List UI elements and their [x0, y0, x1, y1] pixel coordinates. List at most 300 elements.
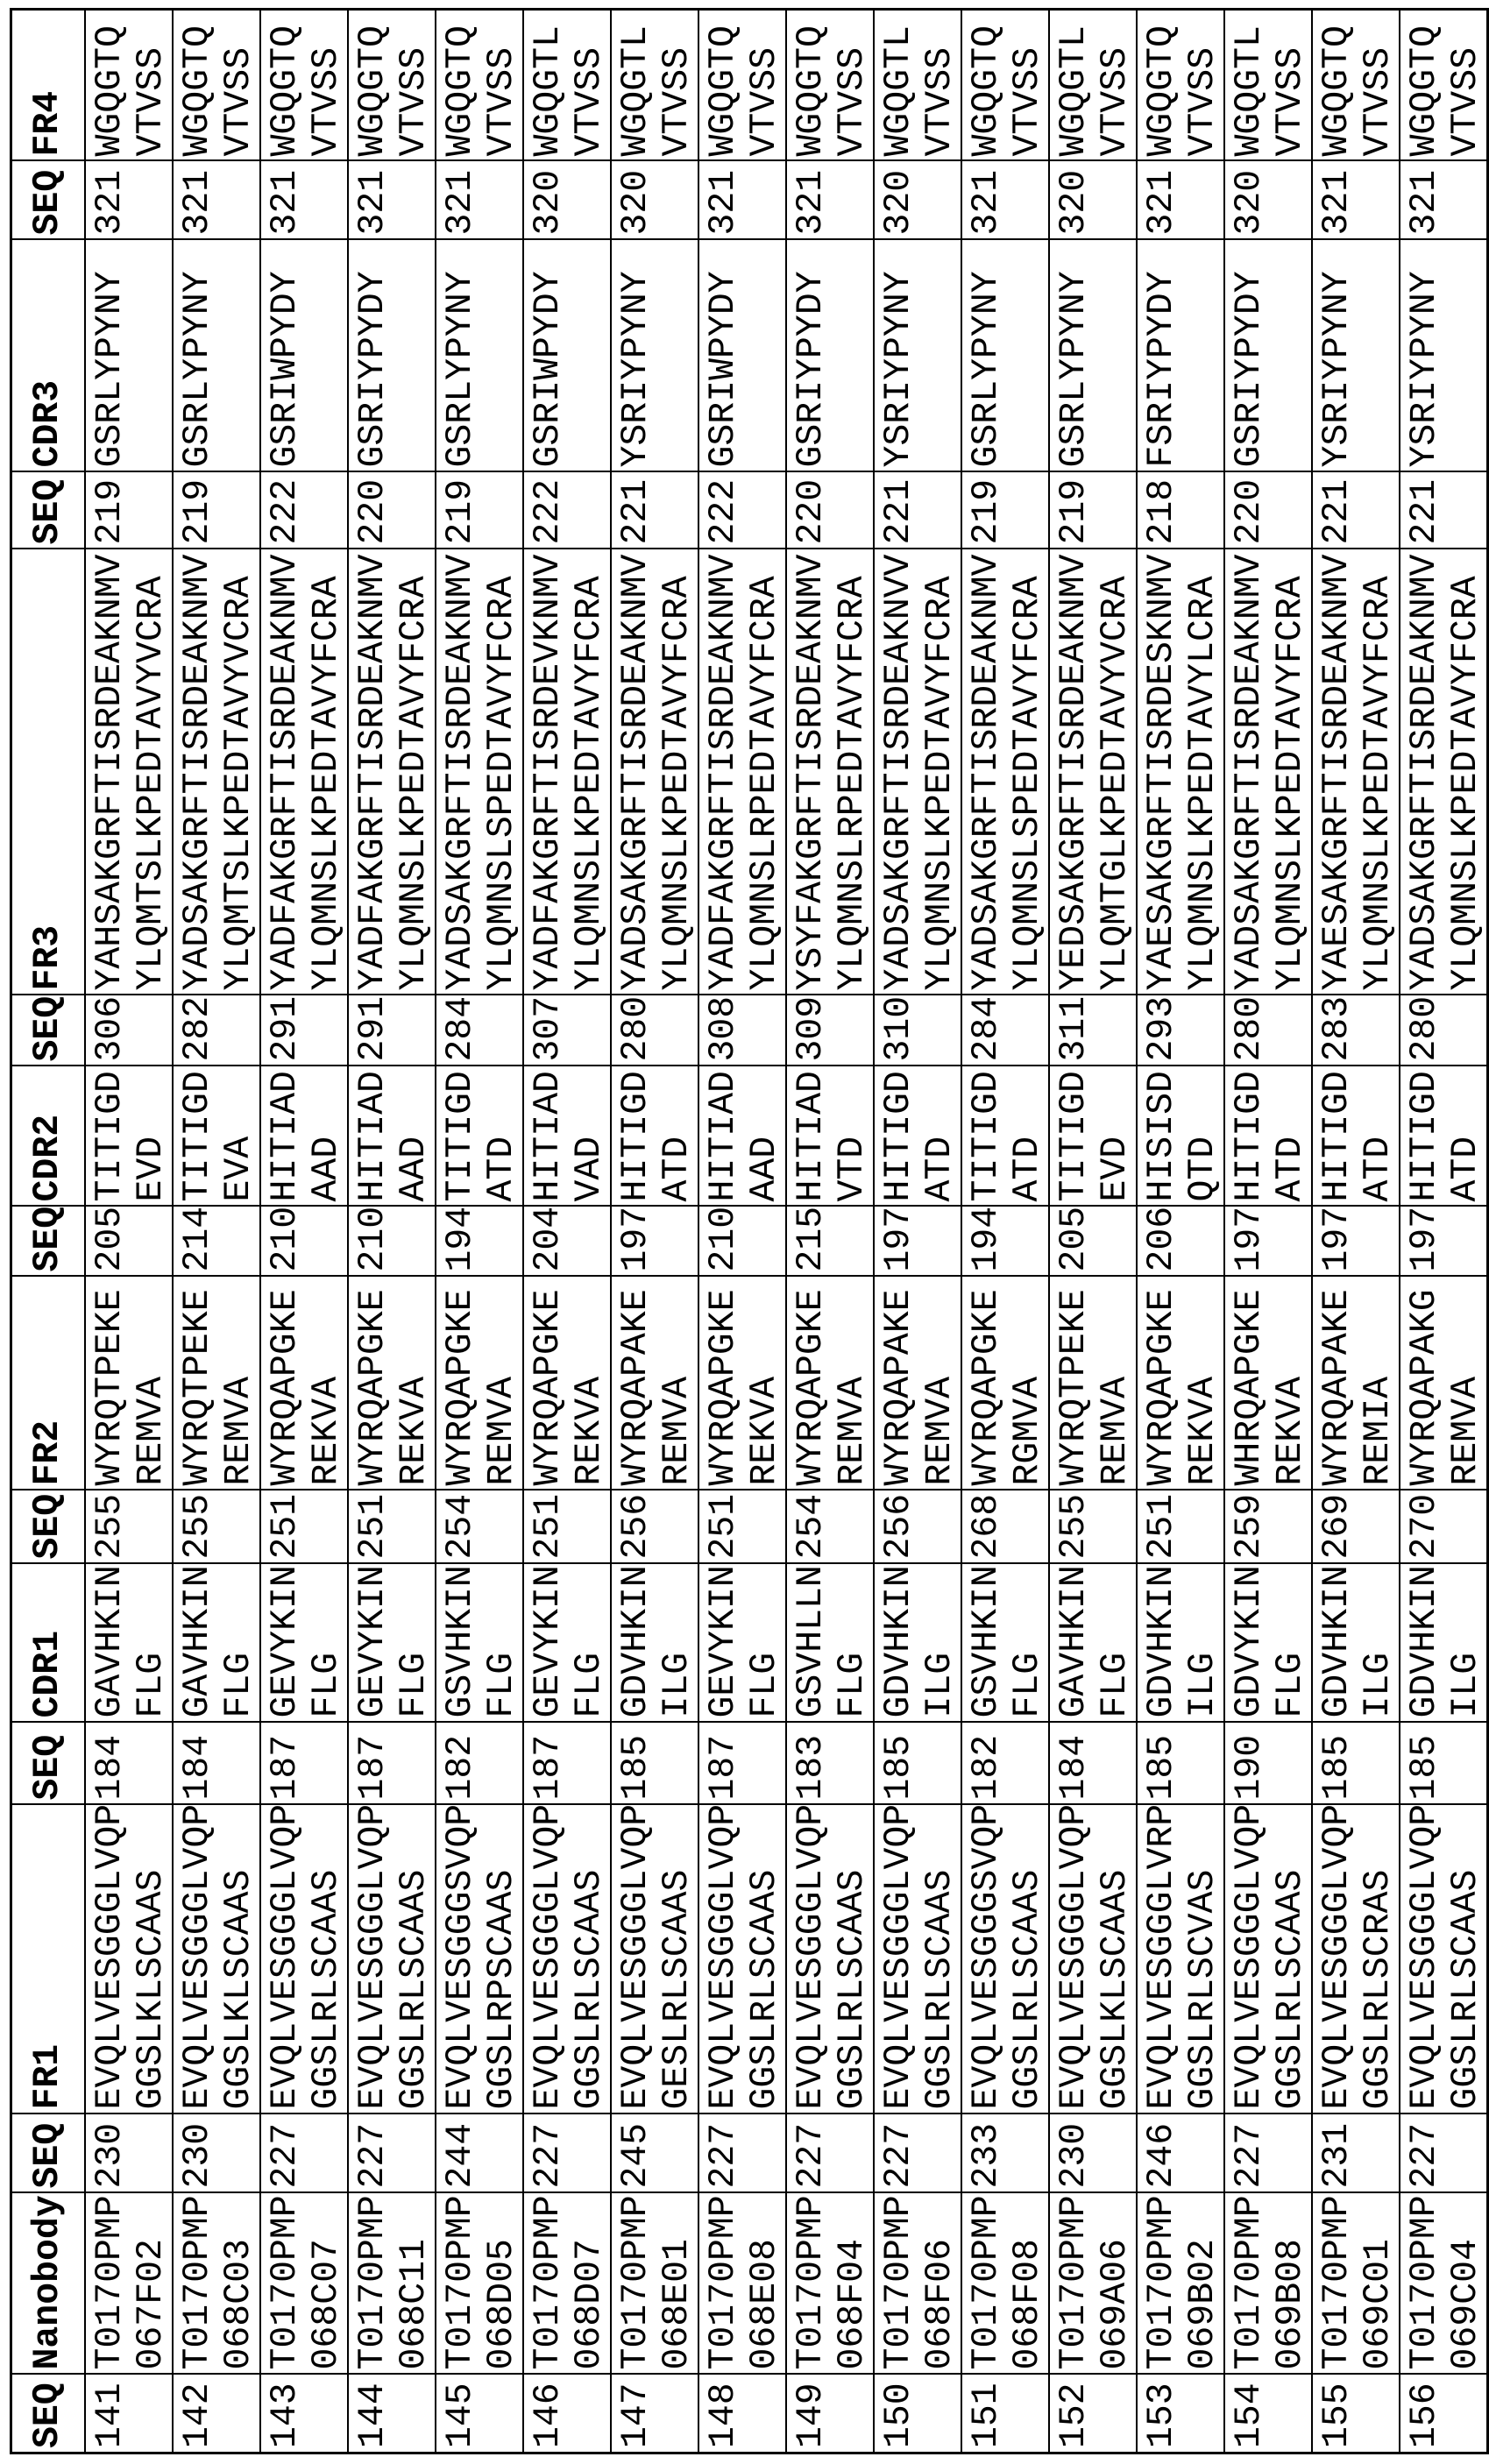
cdr1-seq-cell	[1049, 1723, 1137, 1805]
cdr3-seq-id: 220	[1228, 478, 1270, 545]
cdr3-seq-cell	[1224, 472, 1312, 549]
fr3-seq-id: 309	[790, 995, 832, 1062]
fr4-cell	[611, 10, 698, 161]
cdr3-cell	[961, 240, 1049, 472]
fr1-sequence: EVQLVESGGGLVQPGGSLRLSCRAS	[1315, 1803, 1399, 2110]
fr3-cell	[874, 549, 961, 995]
cdr2-cell	[173, 1066, 260, 1207]
cdr3-cell	[173, 240, 260, 472]
fr1-seq-id: 231	[1315, 2122, 1358, 2189]
header-label: FR4	[27, 90, 69, 157]
header-label: Nanobody	[27, 2195, 69, 2370]
seq-id: 145	[439, 2383, 481, 2448]
fr3-seq-id: 284	[965, 995, 1007, 1062]
cdr2-seq-id: 194	[965, 1206, 1007, 1272]
cdr2-seq-cell	[874, 1207, 961, 1277]
fr1-cell	[1400, 1805, 1488, 2114]
fr2-seq-id: 270	[1403, 1493, 1445, 1560]
header-label: SEQ	[27, 1493, 69, 1560]
cdr3-seq-cell	[1400, 472, 1488, 549]
seq-id: 146	[527, 2383, 569, 2448]
nanobody-name: T0170PMP069C04	[1403, 2195, 1486, 2370]
cdr3-sequence: YSRIYPYNY	[614, 271, 656, 468]
cdr1-seq-cell	[436, 1723, 523, 1805]
fr1-cell	[786, 1805, 874, 2114]
fr3-cell	[1049, 549, 1137, 995]
header-fr1-seq	[11, 2114, 85, 2193]
nanobody-cell	[173, 2193, 260, 2375]
cdr2-sequence: TITIGDATD	[965, 1071, 1048, 1202]
cdr1-seq-id: 182	[965, 1734, 1007, 1801]
fr2-seq-cell	[260, 1490, 348, 1564]
fr2-seq-id: 269	[1315, 1493, 1358, 1560]
cdr3-cell	[260, 240, 348, 472]
cdr3-sequence: YSRIYPYNY	[1315, 271, 1358, 468]
fr3-sequence: YSYFAKGRFTISRDEAKNMVYLQMNSLRPEDTAVYFCRA	[790, 554, 873, 991]
header-label: CDR2	[27, 1114, 69, 1202]
fr1-seq-cell	[1137, 2114, 1224, 2193]
fr3-cell	[436, 549, 523, 995]
header-row	[11, 10, 85, 2453]
fr2-seq-id: 251	[351, 1493, 394, 1560]
fr4-cell	[436, 10, 523, 161]
fr2-sequence: WYRQAPGKEREKVA	[351, 1289, 435, 1486]
cdr1-cell	[961, 1564, 1049, 1723]
table-row	[1224, 10, 1312, 2453]
fr3-sequence: YADSAKGRFTISRDEAKNMVYLQMNSLSPEDTAVYFCRA	[439, 554, 522, 991]
seq-id-cell	[1049, 2375, 1137, 2453]
fr3-seq-id: 293	[1140, 995, 1182, 1062]
cdr3-sequence: FSRIYPYDY	[1140, 271, 1182, 468]
cdr2-sequence: HITIGDATD	[1228, 1071, 1311, 1202]
fr4-seq-id: 321	[264, 169, 306, 236]
fr1-seq-cell	[1224, 2114, 1312, 2193]
cdr1-sequence: GSVHKINFLG	[965, 1565, 1048, 1718]
cdr3-sequence: GSRIWPYDY	[264, 271, 306, 468]
cdr1-seq-id: 185	[1315, 1734, 1358, 1801]
fr4-cell	[85, 10, 173, 161]
seq-id-cell	[173, 2375, 260, 2453]
seq-id-cell	[961, 2375, 1049, 2453]
table-row	[1137, 10, 1224, 2453]
fr3-seq-id: 308	[702, 995, 744, 1062]
cdr2-cell	[260, 1066, 348, 1207]
cdr3-cell	[786, 240, 874, 472]
seq-id-cell	[436, 2375, 523, 2453]
cdr3-seq-cell	[1137, 472, 1224, 549]
cdr3-seq-id: 219	[439, 478, 481, 545]
nanobody-name: T0170PMP068D07	[527, 2195, 610, 2370]
fr3-seq-cell	[173, 995, 260, 1066]
fr2-cell	[786, 1277, 874, 1490]
fr3-seq-cell	[786, 995, 874, 1066]
fr2-sequence: WYRQAPGKEREMVA	[439, 1289, 522, 1486]
fr4-sequence: WGQGTQVTVSS	[790, 25, 873, 157]
fr3-cell	[1224, 549, 1312, 995]
cdr1-seq-cell	[874, 1723, 961, 1805]
cdr1-seq-id: 185	[614, 1734, 656, 1801]
cdr2-sequence: HITIADVTD	[790, 1071, 873, 1202]
cdr2-sequence: HITIADAAD	[351, 1071, 435, 1202]
seq-id-cell	[1400, 2375, 1488, 2453]
header-cdr2	[11, 1066, 85, 1207]
fr2-seq-id: 255	[176, 1493, 218, 1560]
fr3-sequence: YADSAKGRFTISRDEAKNMVYLQMNSLKPEDTAVYFCRA	[1403, 554, 1486, 991]
cdr2-seq-cell	[1224, 1207, 1312, 1277]
fr3-sequence: YADSAKGRFTISRDEAKNMVYLQMNSLKPEDTAVYFCRA	[614, 554, 698, 991]
fr1-sequence: EVQLVESGGGLVQPGGSLRLSCAAS	[1403, 1803, 1486, 2110]
seq-id: 147	[614, 2383, 656, 2448]
cdr3-sequence: GSRIYPYDY	[1228, 271, 1270, 468]
nanobody-cell	[698, 2193, 786, 2375]
cdr2-sequence: HITIGDATD	[1315, 1071, 1399, 1202]
cdr3-seq-id: 222	[527, 478, 569, 545]
cdr2-seq-id: 197	[614, 1206, 656, 1272]
fr2-cell	[173, 1277, 260, 1490]
fr2-seq-cell	[1312, 1490, 1400, 1564]
fr2-seq-cell	[85, 1490, 173, 1564]
fr4-sequence: WGQGTLVTVSS	[877, 25, 961, 157]
cdr2-seq-cell	[1049, 1207, 1137, 1277]
fr3-cell	[173, 549, 260, 995]
fr1-seq-cell	[874, 2114, 961, 2193]
cdr1-seq-cell	[786, 1723, 874, 1805]
fr1-seq-id: 230	[176, 2122, 218, 2189]
cdr3-sequence: GSRLYPYNY	[1053, 271, 1095, 468]
cdr1-cell	[786, 1564, 874, 1723]
cdr2-seq-cell	[698, 1207, 786, 1277]
nanobody-sequence-table	[10, 8, 1489, 2454]
fr4-cell	[1312, 10, 1400, 161]
header-cdr1	[11, 1564, 85, 1723]
cdr3-sequence: GSRLYPYNY	[439, 271, 481, 468]
header-fr1	[11, 1805, 85, 2114]
seq-id-cell	[611, 2375, 698, 2453]
seq-id-cell	[874, 2375, 961, 2453]
header-label: SEQ	[27, 2383, 69, 2448]
fr4-sequence: WGQGTQVTVSS	[89, 25, 172, 157]
seq-id: 143	[264, 2383, 306, 2448]
cdr2-seq-cell	[1400, 1207, 1488, 1277]
nanobody-cell	[1049, 2193, 1137, 2375]
cdr2-cell	[1312, 1066, 1400, 1207]
cdr1-cell	[1137, 1564, 1224, 1723]
fr3-seq-cell	[1137, 995, 1224, 1066]
cdr2-seq-cell	[523, 1207, 611, 1277]
cdr1-seq-cell	[173, 1723, 260, 1805]
nanobody-cell	[874, 2193, 961, 2375]
fr3-cell	[1312, 549, 1400, 995]
cdr2-seq-cell	[786, 1207, 874, 1277]
fr4-cell	[1137, 10, 1224, 161]
cdr3-seq-id: 220	[790, 478, 832, 545]
header-fr3-seq	[11, 995, 85, 1066]
fr3-sequence: YAESAKGRFTISRDESKNMVYLQMNSLKPEDTAVYLCRA	[1140, 554, 1223, 991]
cdr3-sequence: GSRIWPYDY	[527, 271, 569, 468]
fr3-seq-id: 291	[351, 995, 394, 1062]
header-label: SEQ	[27, 2122, 69, 2189]
fr1-cell	[698, 1805, 786, 2114]
cdr3-seq-id: 219	[1053, 478, 1095, 545]
header-label: FR3	[27, 924, 69, 991]
fr3-sequence: YADFAKGRFTISRDEAKNMVYLQMNSLRPEDTAVYFCRA	[702, 554, 785, 991]
fr2-seq-id: 251	[702, 1493, 744, 1560]
cdr1-sequence: GAVHKINFLG	[176, 1565, 259, 1718]
table-row	[611, 10, 698, 2453]
header-fr3	[11, 549, 85, 995]
fr3-sequence: YADFAKGRFTISRDEVKNMVYLQMNSLKPEDTAVYFCRA	[527, 554, 610, 991]
nanobody-name: T0170PMP069B08	[1228, 2195, 1311, 2370]
cdr3-cell	[436, 240, 523, 472]
fr2-seq-id: 254	[790, 1493, 832, 1560]
cdr3-seq-cell	[173, 472, 260, 549]
header-cdr3	[11, 240, 85, 472]
cdr2-seq-id: 210	[264, 1206, 306, 1272]
cdr2-sequence: HITIADAAD	[264, 1071, 347, 1202]
fr1-sequence: EVQLVESGGGLVQPGGSLKLSCAAS	[89, 1803, 172, 2110]
nanobody-cell	[260, 2193, 348, 2375]
nanobody-name: T0170PMP068C11	[351, 2195, 435, 2370]
fr1-seq-id: 245	[614, 2122, 656, 2189]
cdr2-seq-id: 197	[1228, 1206, 1270, 1272]
cdr3-seq-id: 220	[351, 478, 394, 545]
cdr1-seq-cell	[1137, 1723, 1224, 1805]
fr3-seq-id: 291	[264, 995, 306, 1062]
header-cdr3-seq	[11, 472, 85, 549]
cdr1-sequence: GDVYKINFLG	[1228, 1565, 1311, 1718]
fr1-sequence: EVQLVESGGGLVQPGGSLRLSCAAS	[1228, 1803, 1311, 2110]
rotated-table-container	[10, 11, 1486, 2454]
fr1-seq-cell	[1049, 2114, 1137, 2193]
cdr2-seq-id: 210	[702, 1206, 744, 1272]
nanobody-name: T0170PMP067F02	[89, 2195, 172, 2370]
fr2-sequence: WYRQAPGKERGMVA	[965, 1289, 1048, 1486]
fr4-cell	[1400, 10, 1488, 161]
table-row	[874, 10, 961, 2453]
fr3-seq-id: 306	[89, 995, 131, 1062]
cdr2-seq-cell	[348, 1207, 436, 1277]
fr2-seq-id: 259	[1228, 1493, 1270, 1560]
nanobody-cell	[961, 2193, 1049, 2375]
nanobody-name: T0170PMP068F08	[965, 2195, 1048, 2370]
fr4-sequence: WGQGTLVTVSS	[614, 25, 698, 157]
cdr2-sequence: HISISDQTD	[1140, 1071, 1223, 1202]
nanobody-cell	[348, 2193, 436, 2375]
header-label: CDR3	[27, 379, 69, 468]
cdr1-seq-cell	[1224, 1723, 1312, 1805]
cdr1-seq-cell	[698, 1723, 786, 1805]
cdr3-seq-cell	[348, 472, 436, 549]
fr1-seq-cell	[260, 2114, 348, 2193]
fr4-sequence: WGQGTQVTVSS	[1140, 25, 1223, 157]
fr3-seq-cell	[1224, 995, 1312, 1066]
fr4-cell	[1224, 10, 1312, 161]
fr4-cell	[786, 10, 874, 161]
fr4-seq-cell	[611, 161, 698, 240]
cdr1-cell	[173, 1564, 260, 1723]
cdr1-cell	[85, 1564, 173, 1723]
table-row	[1400, 10, 1488, 2453]
nanobody-name: T0170PMP068F06	[877, 2195, 961, 2370]
cdr1-seq-id: 185	[1403, 1734, 1445, 1801]
fr2-seq-cell	[786, 1490, 874, 1564]
cdr1-seq-id: 184	[89, 1734, 131, 1801]
cdr3-seq-id: 221	[1403, 478, 1445, 545]
cdr2-sequence: TITIGDATD	[439, 1071, 522, 1202]
cdr1-sequence: GDVHKINILG	[614, 1565, 698, 1718]
fr3-sequence: YADSAKGRFTISRDEAKNMVYLQMNSLSPEDTAVYFCRA	[965, 554, 1048, 991]
cdr2-seq-cell	[611, 1207, 698, 1277]
cdr1-sequence: GDVHKINILG	[1140, 1565, 1223, 1718]
header-cdr1-seq	[11, 1723, 85, 1805]
cdr3-seq-id: 221	[877, 478, 919, 545]
fr2-cell	[260, 1277, 348, 1490]
nanobody-cell	[523, 2193, 611, 2375]
fr4-seq-id: 320	[527, 169, 569, 236]
fr2-sequence: WYRQAPGKEREKVA	[527, 1289, 610, 1486]
cdr1-seq-cell	[1312, 1723, 1400, 1805]
cdr1-sequence: GSVHKINFLG	[439, 1565, 522, 1718]
fr2-seq-id: 256	[614, 1493, 656, 1560]
nanobody-name: T0170PMP069A06	[1053, 2195, 1136, 2370]
nanobody-name: T0170PMP068F04	[790, 2195, 873, 2370]
fr1-sequence: EVQLVESGGGLVQPGGSLRLSCAAS	[351, 1803, 435, 2110]
seq-id: 151	[965, 2383, 1007, 2448]
fr3-cell	[85, 549, 173, 995]
header-label: CDR1	[27, 1630, 69, 1718]
fr1-seq-id: 227	[264, 2122, 306, 2189]
fr3-seq-id: 280	[1403, 995, 1445, 1062]
cdr2-cell	[1049, 1066, 1137, 1207]
nanobody-cell	[85, 2193, 173, 2375]
cdr2-seq-cell	[1137, 1207, 1224, 1277]
cdr1-seq-id: 187	[264, 1734, 306, 1801]
fr3-seq-id: 282	[176, 995, 218, 1062]
fr3-seq-cell	[260, 995, 348, 1066]
seq-id: 152	[1053, 2383, 1095, 2448]
fr3-cell	[1137, 549, 1224, 995]
fr1-seq-cell	[1312, 2114, 1400, 2193]
nanobody-cell	[1400, 2193, 1488, 2375]
cdr1-seq-id: 184	[1053, 1734, 1095, 1801]
cdr1-seq-cell	[260, 1723, 348, 1805]
cdr2-cell	[348, 1066, 436, 1207]
fr3-seq-id: 280	[614, 995, 656, 1062]
fr3-seq-cell	[348, 995, 436, 1066]
fr1-seq-cell	[436, 2114, 523, 2193]
cdr1-seq-id: 182	[439, 1734, 481, 1801]
fr2-sequence: WYRQAPAKEREMVA	[877, 1289, 961, 1486]
cdr3-cell	[348, 240, 436, 472]
fr3-seq-cell	[1049, 995, 1137, 1066]
fr3-seq-cell	[436, 995, 523, 1066]
fr3-seq-cell	[1312, 995, 1400, 1066]
fr2-seq-id: 255	[89, 1493, 131, 1560]
fr2-cell	[698, 1277, 786, 1490]
fr2-seq-cell	[348, 1490, 436, 1564]
seq-id: 144	[351, 2383, 394, 2448]
cdr2-cell	[1224, 1066, 1312, 1207]
fr1-cell	[173, 1805, 260, 2114]
cdr3-cell	[874, 240, 961, 472]
cdr1-cell	[1312, 1564, 1400, 1723]
cdr1-sequence: GEVYKINFLG	[527, 1565, 610, 1718]
cdr2-seq-cell	[173, 1207, 260, 1277]
nanobody-cell	[786, 2193, 874, 2375]
fr4-cell	[260, 10, 348, 161]
fr4-sequence: WGQGTLVTVSS	[1053, 25, 1136, 157]
cdr3-seq-cell	[1312, 472, 1400, 549]
header-label: SEQ	[27, 169, 69, 236]
fr2-seq-cell	[698, 1490, 786, 1564]
fr3-cell	[611, 549, 698, 995]
fr1-sequence: EVQLVESGGGLVQPGGSLRLSCAAS	[877, 1803, 961, 2110]
seq-id-cell	[1137, 2375, 1224, 2453]
fr3-sequence: YAESAKGRFTISRDEAKNMVYLQMNSLKPEDTAVYFCRA	[1315, 554, 1399, 991]
cdr1-sequence: GEVYKINFLG	[702, 1565, 785, 1718]
cdr2-seq-id: 194	[439, 1206, 481, 1272]
header-label: SEQ	[27, 995, 69, 1062]
header-nanobody	[11, 2193, 85, 2375]
fr1-seq-id: 244	[439, 2122, 481, 2189]
cdr2-seq-id: 204	[527, 1206, 569, 1272]
fr2-cell	[611, 1277, 698, 1490]
cdr1-seq-cell	[611, 1723, 698, 1805]
cdr1-cell	[260, 1564, 348, 1723]
cdr2-cell	[698, 1066, 786, 1207]
cdr1-cell	[348, 1564, 436, 1723]
header-label: SEQ	[27, 478, 69, 545]
fr4-seq-id: 321	[439, 169, 481, 236]
table-row	[348, 10, 436, 2453]
fr1-seq-id: 227	[1228, 2122, 1270, 2189]
cdr2-sequence: HITIGDATD	[1403, 1071, 1486, 1202]
cdr2-sequence: TITIGDEVD	[1053, 1071, 1136, 1202]
header-fr2-seq	[11, 1490, 85, 1564]
nanobody-name: T0170PMP068C07	[264, 2195, 347, 2370]
fr4-cell	[874, 10, 961, 161]
fr3-seq-cell	[698, 995, 786, 1066]
cdr1-sequence: GDVHKINILG	[1403, 1565, 1486, 1718]
fr4-seq-id: 321	[1140, 169, 1182, 236]
fr1-cell	[1224, 1805, 1312, 2114]
cdr2-sequence: TITIGDEVD	[89, 1071, 172, 1202]
cdr2-sequence: TITIGDEVA	[176, 1071, 259, 1202]
fr3-cell	[523, 549, 611, 995]
fr1-seq-id: 227	[790, 2122, 832, 2189]
fr2-seq-cell	[611, 1490, 698, 1564]
cdr3-sequence: GSRIYPYDY	[351, 271, 394, 468]
fr2-seq-cell	[1400, 1490, 1488, 1564]
fr2-seq-id: 251	[1140, 1493, 1182, 1560]
nanobody-name: T0170PMP068C03	[176, 2195, 259, 2370]
header-label: SEQ	[27, 1206, 69, 1272]
fr4-seq-id: 321	[1315, 169, 1358, 236]
fr1-cell	[874, 1805, 961, 2114]
cdr3-cell	[1400, 240, 1488, 472]
fr3-sequence: YADFAKGRFTISRDEAKNMVYLQMNSLKPEDTAVYFCRA	[351, 554, 435, 991]
fr4-cell	[1049, 10, 1137, 161]
fr4-cell	[173, 10, 260, 161]
seq-id-cell	[1224, 2375, 1312, 2453]
fr4-seq-id: 321	[790, 169, 832, 236]
fr4-sequence: WGQGTLVTVSS	[1228, 25, 1311, 157]
cdr3-cell	[611, 240, 698, 472]
cdr1-cell	[874, 1564, 961, 1723]
header-fr4-seq	[11, 161, 85, 240]
cdr1-seq-cell	[961, 1723, 1049, 1805]
fr2-sequence: WYRQAPAKGREMVA	[1403, 1289, 1486, 1486]
